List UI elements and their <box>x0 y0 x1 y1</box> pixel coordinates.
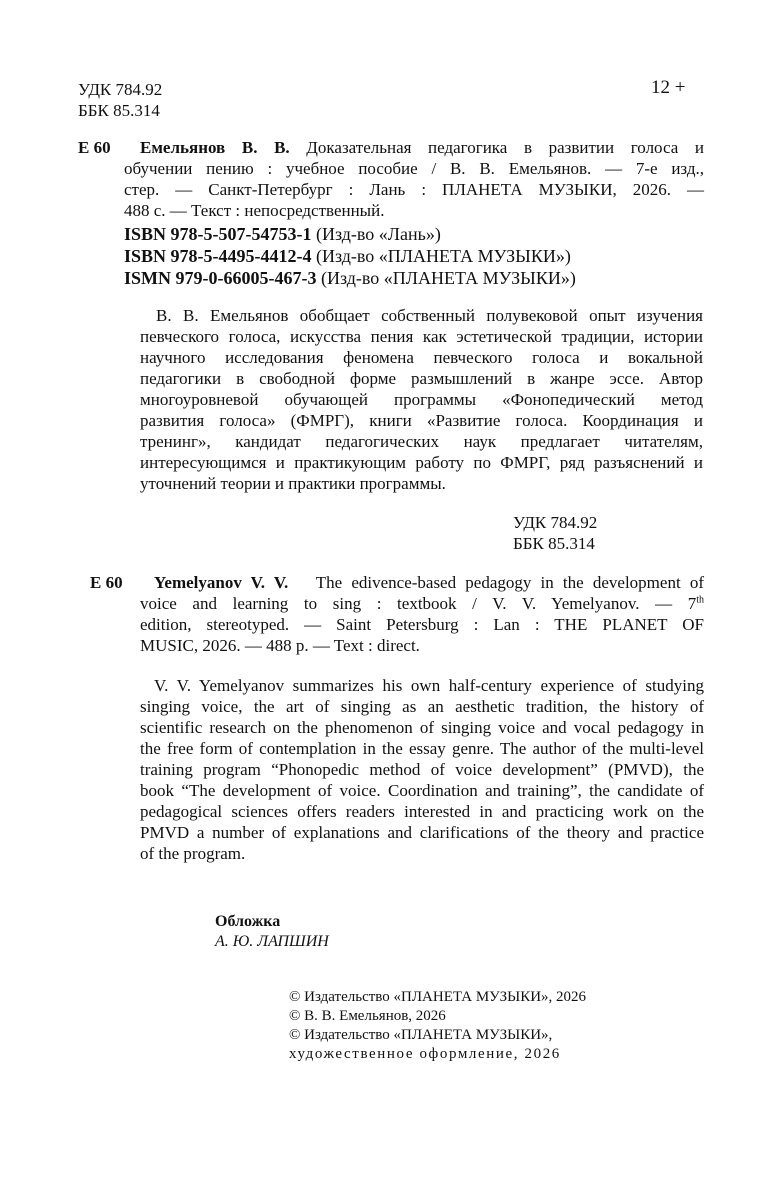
isbn-list <box>124 223 576 289</box>
cover-artist: А. Ю. ЛАПШИН <box>215 933 329 950</box>
header-bbk: ББК 85.314 <box>78 101 160 120</box>
ru-abstract-line: певческого голоса, искусства пения как эстетической традиции, истории <box>140 327 703 346</box>
copyright-line: художественное оформление, 2026 <box>289 1046 561 1062</box>
en-abstract-line: of the program. <box>140 844 246 863</box>
ru-abstract-line: интересующимся и практикующим работу по ФМРГ, ряд разъяснений и <box>140 453 703 472</box>
en-abstract <box>140 675 704 864</box>
copyright-line: © Издательство «ПЛАНЕТА МУЗЫКИ», <box>289 1027 553 1043</box>
ru-abstract-line: научного исследования феномена певческого голоса и вокальной <box>140 348 703 367</box>
en-abstract-line: book “The development of voice. Coordination and training”, the candidate of <box>140 781 704 800</box>
en-abstract-line: V. V. Yemelyanov summarizes his own half-century experience of studying <box>154 676 704 695</box>
ru-abstract-line: В. В. Емельянов обобщает собственный полувековой опыт изучения <box>156 306 703 325</box>
en-abstract-line: singing voice, the art of singing as an aesthetic tradition, the history of <box>140 697 704 716</box>
isbn-line: ISBN 978-5-4495-4412-4 (Изд-во «ПЛАНЕТА МУЗЫКИ») <box>124 246 571 266</box>
en-record-line: edition, stereotyped. — Saint Petersburg : Lan : THE PLANET OF <box>140 615 704 634</box>
ru-record-line: стер. — Санкт-Петербург : Лань : ПЛАНЕТА МУЗЫКИ, 2026. — <box>124 180 704 199</box>
header-udk: УДК 784.92 <box>78 80 163 99</box>
age-rating: 12 + <box>651 77 686 98</box>
ru-abstract <box>140 305 703 494</box>
ru-record-description <box>124 137 704 221</box>
ru-record-code: Е 60 <box>78 138 111 157</box>
copyright-line: © В. В. Емельянов, 2026 <box>289 1008 446 1024</box>
en-abstract-line: scientific research on the phenomenon of singing voice and vocal pedagogy in <box>140 718 704 737</box>
en-record-line: voice and learning to sing : textbook / V. V. Yemelyanov. — 7th <box>140 594 704 613</box>
en-abstract-line: pedagogical sciences offers readers interested in and practicing work on the <box>140 802 704 821</box>
ru-abstract-line: тренинг», кандидат педагогических наук предлагает читателям, <box>140 432 703 451</box>
ru-record-udk: УДК 784.92 <box>513 513 598 532</box>
en-record-line: MUSIC, 2026. — 488 p. — Text : direct. <box>140 636 420 655</box>
ru-record-line: Емельянов В. В. Доказательная педагогика в развитии голоса и <box>140 138 704 157</box>
en-record-code: E 60 <box>90 573 123 592</box>
isbn-line: ISBN 978-5-507-54753-1 (Изд-во «Лань») <box>124 224 441 244</box>
ru-abstract-line: развития голоса» (ФМРГ), книги «Развитие голоса. Координация и <box>140 411 703 430</box>
en-abstract-line: PMVD a number of explanations and clarifications of the theory and practice <box>140 823 704 842</box>
en-abstract-line: training program “Phonopedic method of voice development” (PMVD), the <box>140 760 704 779</box>
copyright-line: © Издательство «ПЛАНЕТА МУЗЫКИ», 2026 <box>289 989 587 1005</box>
ru-record-line: обучении пению : учебное пособие / В. В. Емельянов. — 7-е изд., <box>124 159 704 178</box>
ru-record-line: 488 с. — Текст : непосредственный. <box>124 201 385 220</box>
ru-record-classification <box>513 512 597 554</box>
ru-abstract-line: уточнений теории и практики программы. <box>140 474 446 493</box>
ru-record-bbk: ББК 85.314 <box>513 534 595 553</box>
header-classification <box>78 79 162 121</box>
en-record-line: Yemelyanov V. V. The edivence-based pedagogy in the development of <box>154 573 704 592</box>
copyright-block <box>289 988 586 1064</box>
cover-label: Обложка <box>215 913 281 930</box>
cover-credit <box>215 912 329 952</box>
en-record-description <box>140 572 704 656</box>
ru-abstract-line: многоуровневой обучающей программы «Фонопедический метод <box>140 390 703 409</box>
ru-abstract-line: педагогики в свободной форме размышлений в жанре эссе. Автор <box>140 369 703 388</box>
en-abstract-line: the free form of contemplation in the essay genre. The author of the multi-level <box>140 739 704 758</box>
ismn-line: ISMN 979-0-66005-467-3 (Изд-во «ПЛАНЕТА МУЗЫКИ») <box>124 268 576 288</box>
